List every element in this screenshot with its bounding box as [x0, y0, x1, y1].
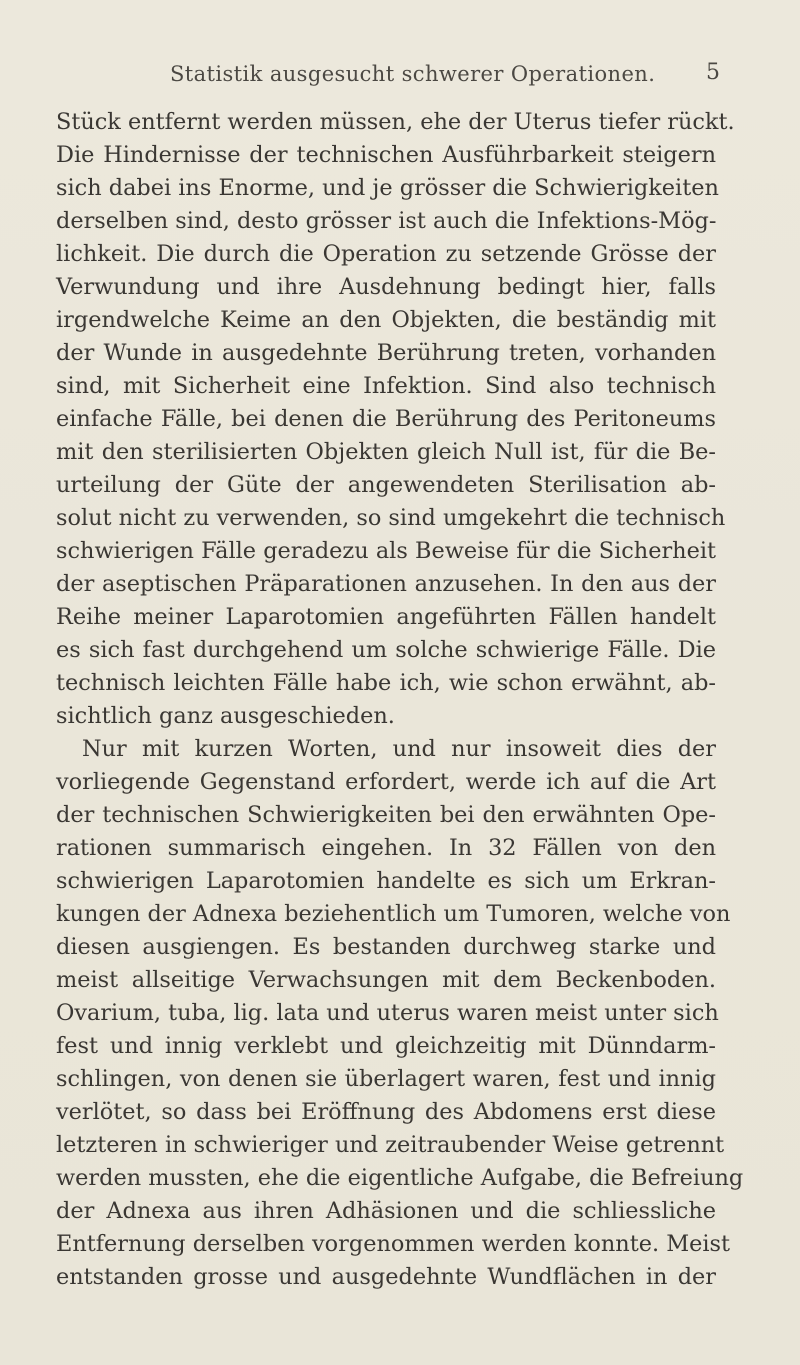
- text-line: werden mussten, ehe die eigentliche Aufgabe, die Befreiung: [56, 1165, 744, 1191]
- text-line: urteilung der Güte der angewendeten Sterilisation ab-: [56, 472, 716, 498]
- text-line: lichkeit. Die durch die Operation zu setzende Grösse der: [56, 241, 716, 267]
- text-line: derselben sind, desto grösser ist auch die Infektions-Mög-: [56, 208, 717, 234]
- text-line: Reihe meiner Laparotomien angeführten Fällen handelt: [56, 604, 716, 630]
- text-line: diesen ausgiengen. Es bestanden durchweg starke und: [56, 934, 716, 960]
- text-line: es sich fast durchgehend um solche schwierige Fälle. Die: [56, 637, 716, 663]
- text-line: sichtlich ganz ausgeschieden.: [56, 703, 395, 729]
- text-line: Die Hindernisse der technischen Ausführbarkeit steigern: [56, 142, 716, 168]
- text-line: Nur mit kurzen Worten, und nur insoweit dies der: [82, 736, 716, 762]
- text-line: mit den sterilisierten Objekten gleich Null ist, für die Be-: [56, 439, 716, 465]
- text-line: Ovarium, tuba, lig. lata und uterus waren meist unter sich: [56, 1000, 719, 1026]
- text-line: verlötet, so dass bei Eröffnung des Abdomens erst diese: [56, 1099, 716, 1125]
- running-head: Statistik ausgesucht schwerer Operationen.: [170, 62, 656, 86]
- text-line: letzteren in schwieriger und zeitraubender Weise getrennt: [56, 1132, 725, 1158]
- text-line: irgendwelche Keime an den Objekten, die beständig mit: [56, 307, 716, 333]
- text-line: Entfernung derselben vorgenommen werden konnte. Meist: [56, 1231, 731, 1257]
- text-line: solut nicht zu verwenden, so sind umgekehrt die technisch: [56, 505, 726, 531]
- text-line: entstanden grosse und ausgedehnte Wundflächen in der: [56, 1264, 716, 1290]
- text-line: sind, mit Sicherheit eine Infektion. Sind also technisch: [56, 373, 716, 399]
- text-line: einfache Fälle, bei denen die Berührung des Peritoneums: [56, 406, 716, 432]
- text-line: Verwundung und ihre Ausdehnung bedingt hier, falls: [56, 274, 716, 300]
- text-line: schwierigen Fälle geradezu als Beweise für die Sicherheit: [56, 538, 716, 564]
- text-line: der Wunde in ausgedehnte Berührung treten, vorhanden: [56, 340, 716, 366]
- text-line: technisch leichten Fälle habe ich, wie schon erwähnt, ab-: [56, 670, 716, 696]
- text-line: Stück entfernt werden müssen, ehe der Uterus tiefer rückt.: [56, 109, 735, 135]
- page-number: 5: [706, 60, 720, 85]
- text-line: der Adnexa aus ihren Adhäsionen und die schliessliche: [56, 1198, 716, 1224]
- text-line: der technischen Schwierigkeiten bei den erwähnten Ope-: [56, 802, 716, 828]
- text-line: der aseptischen Präparationen anzusehen. In den aus der: [56, 571, 716, 597]
- text-line: fest und innig verklebt und gleichzeitig mit Dünndarm-: [56, 1033, 716, 1059]
- text-line: rationen summarisch eingehen. In 32 Fällen von den: [56, 835, 716, 861]
- text-line: schlingen, von denen sie überlagert waren, fest und innig: [56, 1066, 716, 1092]
- text-line: vorliegende Gegenstand erfordert, werde ich auf die Art: [56, 769, 716, 795]
- text-line: meist allseitige Verwachsungen mit dem Beckenboden.: [56, 967, 716, 993]
- text-line: sich dabei ins Enorme, und je grösser die Schwierigkeiten: [56, 175, 719, 201]
- body-text: [56, 106, 744, 1294]
- text-line: kungen der Adnexa beziehentlich um Tumoren, welche von: [56, 901, 731, 927]
- text-line: schwierigen Laparotomien handelte es sich um Erkran-: [56, 868, 716, 894]
